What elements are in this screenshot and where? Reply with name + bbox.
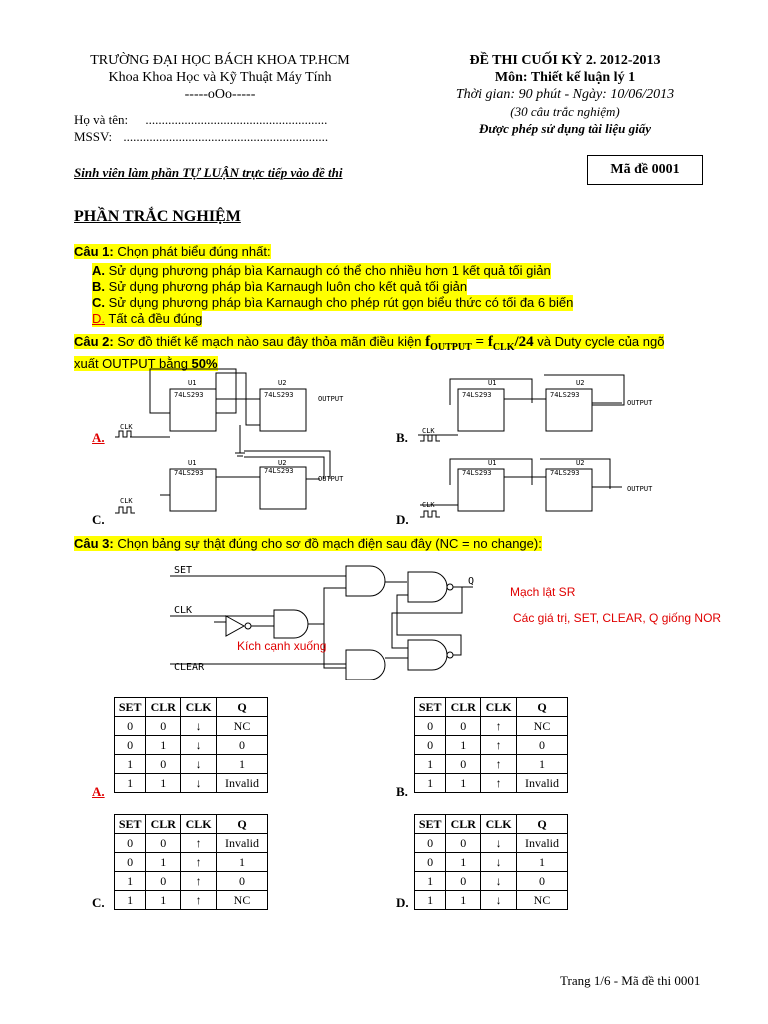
svg-text:74LS293: 74LS293 <box>462 391 492 399</box>
ornament: -----oOo----- <box>184 87 256 102</box>
id-label: MSSV: <box>74 129 113 144</box>
q2-option-a[interactable]: A. <box>92 430 105 445</box>
student-info <box>74 111 328 145</box>
q3-circuit <box>170 560 490 680</box>
svg-text:74LS293: 74LS293 <box>264 391 294 399</box>
svg-text:CLK: CLK <box>120 497 133 505</box>
exam-code-box: Mã đề 0001 <box>587 155 703 185</box>
q3-option-d[interactable]: D. <box>396 895 409 910</box>
svg-text:OUTPUT: OUTPUT <box>627 485 653 493</box>
header-left <box>60 52 380 103</box>
q2-formula-eq: = f <box>471 334 493 350</box>
svg-text:74LS293: 74LS293 <box>550 469 580 477</box>
q1-option-c[interactable] <box>92 295 573 311</box>
exam-title: ĐỀ THI CUỐI KỲ 2. 2012-2013 <box>469 53 661 68</box>
svg-text:CLK: CLK <box>120 423 133 431</box>
truth-table-d: SET CLR CLK Q 0 0 ↓ Invalid 0 1 ↓ 1 1 0 ↓ 0 1 1 ↓ NC <box>414 814 568 910</box>
q1-option-a-letter: A. <box>92 263 105 278</box>
svg-text:U2: U2 <box>576 379 585 387</box>
subject: Môn: Thiết kế luận lý 1 <box>494 70 636 85</box>
svg-text:U1: U1 <box>188 379 197 387</box>
svg-text:CLK: CLK <box>422 501 435 509</box>
section-title: PHẦN TRẮC NGHIỆM <box>74 208 241 225</box>
q2-text-a: Sơ đồ thiết kế mạch nào sau đây thỏa mãn điều kiện <box>117 334 422 349</box>
question-count: (30 câu trắc nghiệm) <box>510 104 620 119</box>
q1-options <box>92 263 632 327</box>
q3-note-sr: Mạch lật SR <box>510 585 576 599</box>
svg-text:74LS293: 74LS293 <box>174 391 204 399</box>
q1-text: Chọn phát biểu đúng nhất: <box>117 244 271 259</box>
svg-text:74LS293: 74LS293 <box>462 469 492 477</box>
svg-text:74LS293: 74LS293 <box>174 469 204 477</box>
truth-table-c: SET CLR CLK Q 0 0 ↑ Invalid 0 1 ↑ 1 1 0 ↑ 0 1 1 ↑ NC <box>114 814 268 910</box>
q1-option-d[interactable] <box>92 311 202 327</box>
q3-option-c[interactable]: C. <box>92 895 105 910</box>
exam-time: Thời gian: 90 phút - Ngày: 10/06/2013 <box>455 87 675 102</box>
q3-label: Câu 3: <box>74 536 114 551</box>
q3-option-a[interactable]: A. <box>92 784 105 799</box>
q1-option-d-letter: D. <box>92 311 105 326</box>
header-right <box>420 52 710 137</box>
q2-formula-f: f <box>425 334 431 350</box>
q1-option-c-text: Sử dụng phương pháp bìa Karnaugh cho phép rút gọn biểu thức có tối đa 6 biến <box>108 295 574 310</box>
q2-text-c: xuất OUTPUT bằng <box>74 356 188 371</box>
name-label: Họ và tên: <box>74 112 129 127</box>
q1-option-d-text: Tất cả đều đúng <box>108 311 203 326</box>
svg-text:74LS293: 74LS293 <box>550 391 580 399</box>
svg-text:OUTPUT: OUTPUT <box>318 395 344 403</box>
q1-stem <box>74 244 271 260</box>
svg-text:U1: U1 <box>488 379 497 387</box>
signal-clk-label: CLK <box>174 605 193 616</box>
svg-text:OUTPUT: OUTPUT <box>627 399 653 407</box>
q1-option-b[interactable] <box>92 279 467 295</box>
instruction: Sinh viên làm phần TỰ LUẬN trực tiếp vào đề thi <box>74 165 343 180</box>
svg-text:U1: U1 <box>188 459 197 467</box>
allowed-materials: Được phép sử dụng tài liệu giấy <box>478 121 652 136</box>
q2-duty: 50% <box>191 356 218 371</box>
q2-formula-tail: /24 <box>514 334 534 350</box>
svg-text:U2: U2 <box>278 379 287 387</box>
q3-text: Chọn bảng sự thật đúng cho sơ đồ mạch điện sau đây (NC = no change): <box>117 536 542 551</box>
name-field[interactable]: ........................................................ <box>145 112 328 127</box>
q1-option-a[interactable] <box>92 263 551 279</box>
q3-note-edge: Kích cạnh xuống <box>237 639 327 653</box>
svg-text:74LS293: 74LS293 <box>264 467 294 475</box>
q3-option-b[interactable]: B. <box>396 784 408 799</box>
faculty-name: Khoa Khoa Học và Kỹ Thuật Máy Tính <box>108 70 332 85</box>
q1-option-b-text: Sử dụng phương pháp bìa Karnaugh luôn cho kết quả tối giản <box>108 279 468 294</box>
id-field[interactable]: ............................................................... <box>123 129 329 144</box>
signal-set-label: SET <box>174 565 193 576</box>
output-q-label: Q <box>468 576 475 587</box>
q2-label: Câu 2: <box>74 334 114 349</box>
q1-option-c-letter: C. <box>92 295 105 310</box>
school-name: TRƯỜNG ĐẠI HỌC BÁCH KHOA TP.HCM <box>90 53 350 68</box>
q3-stem <box>74 536 542 552</box>
q2-text-b: và Duty cycle của ngõ <box>537 334 665 349</box>
truth-table-b: SET CLR CLK Q 0 0 ↑ NC 0 1 ↑ 0 1 0 ↑ 1 1 1 ↑ Invalid <box>414 697 568 793</box>
signal-clear-label: CLEAR <box>174 662 205 673</box>
q3-note-nor: Các giá trị, SET, CLEAR, Q giống NOR <box>513 611 722 625</box>
page-footer: Trang 1/6 - Mã đề thi 0001 <box>560 973 701 988</box>
truth-table-a: SET CLR CLK Q 0 0 ↓ NC 0 1 ↓ 0 1 0 ↓ 1 1 1 ↓ Invalid <box>114 697 268 793</box>
svg-text:OUTPUT: OUTPUT <box>318 475 344 483</box>
q2-option-b[interactable]: B. <box>396 430 408 445</box>
q1-option-b-letter: B. <box>92 279 105 294</box>
q2-circuits <box>70 365 730 530</box>
q2-formula-sub-clk: CLK <box>492 342 515 353</box>
q1-option-a-text: Sử dụng phương pháp bìa Karnaugh có thể cho nhiều hơn 1 kết quả tối giản <box>108 263 551 278</box>
q2-option-d[interactable]: D. <box>396 512 409 527</box>
q2-formula-sub-out: OUTPUT <box>430 342 472 353</box>
svg-text:CLK: CLK <box>422 427 435 435</box>
q1-label: Câu 1: <box>74 244 114 259</box>
q2-option-c[interactable]: C. <box>92 512 105 527</box>
svg-text:U2: U2 <box>278 459 287 467</box>
svg-text:U2: U2 <box>576 459 585 467</box>
svg-text:U1: U1 <box>488 459 497 467</box>
